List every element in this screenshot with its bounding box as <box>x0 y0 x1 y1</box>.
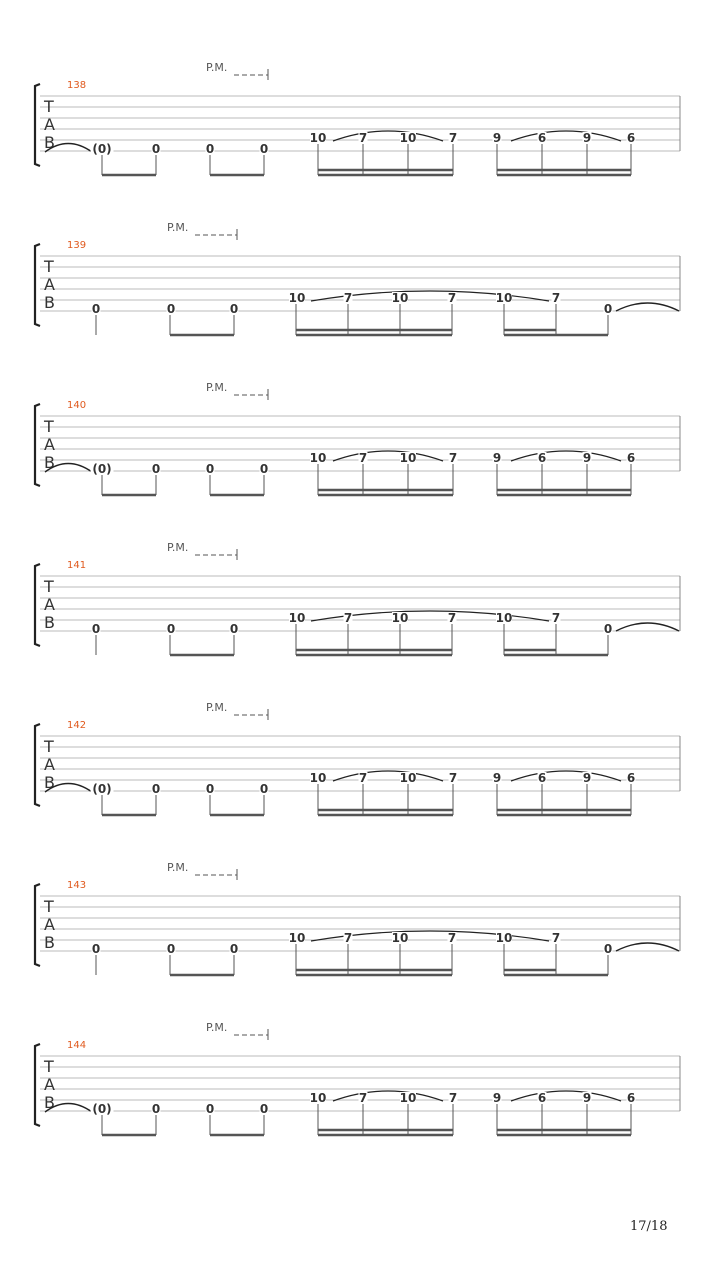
fret-number: 0 <box>205 782 215 796</box>
fret-number: 0 <box>91 622 101 636</box>
fret-number: 0 <box>603 302 613 316</box>
fret-number: 10 <box>391 931 409 945</box>
fret-number: 0 <box>229 622 239 636</box>
measure-number: 142 <box>67 720 87 731</box>
fret-number: 0 <box>166 942 176 956</box>
fret-number: 0 <box>166 302 176 316</box>
tab-clef-letter: T <box>44 1057 54 1076</box>
tab-clef-letter: B <box>44 933 55 952</box>
fret-number: 10 <box>399 1091 417 1105</box>
fret-number: 7 <box>358 771 368 785</box>
fret-number: 7 <box>343 291 353 305</box>
tie-arc <box>616 303 679 311</box>
fret-number: 10 <box>399 771 417 785</box>
tab-clef-letter: T <box>44 417 54 436</box>
fret-number: 7 <box>448 451 458 465</box>
tab-clef-letter: T <box>44 97 54 116</box>
fret-number: 0 <box>259 1102 269 1116</box>
measure-number: 139 <box>67 240 87 251</box>
fret-number: 9 <box>492 131 502 145</box>
fret-number: 10 <box>309 131 327 145</box>
fret-number: 7 <box>447 931 457 945</box>
fret-number: 9 <box>492 451 502 465</box>
measure-number: 143 <box>67 880 87 891</box>
system-bracket <box>35 1044 40 1126</box>
tab-staff-svg <box>0 535 720 695</box>
fret-number: 10 <box>288 291 306 305</box>
fret-number: 0 <box>166 622 176 636</box>
fret-number: 9 <box>492 771 502 785</box>
system-bracket <box>35 404 40 486</box>
measure-number: 138 <box>67 80 87 91</box>
fret-number: 0 <box>151 782 161 796</box>
fret-number: 0 <box>259 462 269 476</box>
fret-number: 0 <box>91 942 101 956</box>
system-bracket <box>35 244 40 326</box>
tab-clef-letter: T <box>44 897 54 916</box>
fret-number: 9 <box>582 771 592 785</box>
fret-number: 10 <box>495 931 513 945</box>
fret-number: 10 <box>495 291 513 305</box>
tab-clef-letter: B <box>44 133 55 152</box>
tab-staff-svg <box>0 1015 720 1175</box>
tab-staff-svg <box>0 695 720 855</box>
fret-number: 0 <box>603 942 613 956</box>
fret-number: 7 <box>343 931 353 945</box>
fret-number: 10 <box>288 931 306 945</box>
fret-number: 7 <box>358 131 368 145</box>
tab-system <box>0 375 720 535</box>
fret-number: 0 <box>205 1102 215 1116</box>
fret-number: 0 <box>205 142 215 156</box>
palm-mute-marking: P.M. <box>167 861 189 874</box>
palm-mute-marking: P.M. <box>167 221 189 234</box>
tab-staff-svg <box>0 375 720 535</box>
fret-number: 0 <box>151 142 161 156</box>
tab-clef-letter: A <box>44 275 55 294</box>
fret-number: 0 <box>259 142 269 156</box>
palm-mute-marking: P.M. <box>206 381 228 394</box>
fret-number: 6 <box>626 451 636 465</box>
fret-number: 7 <box>551 291 561 305</box>
tab-clef-letter: A <box>44 435 55 454</box>
fret-number: 6 <box>626 131 636 145</box>
tab-clef-letter: T <box>44 577 54 596</box>
tab-clef-letter: A <box>44 595 55 614</box>
system-bracket <box>35 564 40 646</box>
fret-number: 0 <box>229 302 239 316</box>
fret-number: 7 <box>551 611 561 625</box>
palm-mute-marking: P.M. <box>206 1021 228 1034</box>
tab-system <box>0 695 720 855</box>
tab-system <box>0 855 720 1015</box>
palm-mute-marking: P.M. <box>206 61 228 74</box>
tab-clef-letter: T <box>44 257 54 276</box>
fret-number: 7 <box>551 931 561 945</box>
tab-system <box>0 535 720 695</box>
tab-clef-letter: B <box>44 773 55 792</box>
fret-number: 9 <box>582 131 592 145</box>
tab-clef-letter: B <box>44 613 55 632</box>
tab-clef-letter: T <box>44 737 54 756</box>
fret-number: 6 <box>626 1091 636 1105</box>
fret-number: 7 <box>343 611 353 625</box>
fret-number: 0 <box>151 462 161 476</box>
fret-number: 7 <box>447 611 457 625</box>
system-bracket <box>35 84 40 166</box>
tie-arc <box>616 943 679 951</box>
fret-number: 10 <box>495 611 513 625</box>
measure-number: 140 <box>67 400 87 411</box>
fret-number: (0) <box>92 1102 112 1116</box>
fret-number: 10 <box>288 611 306 625</box>
tab-clef-letter: B <box>44 293 55 312</box>
system-bracket <box>35 884 40 966</box>
fret-number: 0 <box>151 1102 161 1116</box>
tab-staff-svg <box>0 55 720 215</box>
fret-number: 7 <box>358 1091 368 1105</box>
measure-number: 144 <box>67 1040 87 1051</box>
fret-number: 6 <box>626 771 636 785</box>
tab-clef-letter: B <box>44 1093 55 1112</box>
fret-number: 9 <box>582 451 592 465</box>
tab-clef-letter: A <box>44 1075 55 1094</box>
system-bracket <box>35 724 40 806</box>
fret-number: 10 <box>399 451 417 465</box>
fret-number: (0) <box>92 462 112 476</box>
tie-arc <box>616 623 679 631</box>
fret-number: 6 <box>537 451 547 465</box>
tab-system <box>0 1015 720 1175</box>
palm-mute-marking: P.M. <box>167 541 189 554</box>
tab-system <box>0 215 720 375</box>
fret-number: 0 <box>205 462 215 476</box>
tab-system <box>0 55 720 215</box>
fret-number: 7 <box>448 131 458 145</box>
fret-number: (0) <box>92 782 112 796</box>
fret-number: 9 <box>582 1091 592 1105</box>
fret-number: 0 <box>259 782 269 796</box>
fret-number: 6 <box>537 131 547 145</box>
fret-number: 7 <box>447 291 457 305</box>
fret-number: 10 <box>391 291 409 305</box>
fret-number: 10 <box>309 451 327 465</box>
tab-clef-letter: A <box>44 115 55 134</box>
measure-number: 141 <box>67 560 87 571</box>
fret-number: 10 <box>391 611 409 625</box>
fret-number: 7 <box>448 1091 458 1105</box>
fret-number: 7 <box>358 451 368 465</box>
tab-staff-svg <box>0 215 720 375</box>
fret-number: 9 <box>492 1091 502 1105</box>
fret-number: 0 <box>229 942 239 956</box>
fret-number: 7 <box>448 771 458 785</box>
tab-clef-letter: B <box>44 453 55 472</box>
fret-number: 10 <box>399 131 417 145</box>
fret-number: 0 <box>603 622 613 636</box>
page-number: 17/18 <box>630 1219 668 1234</box>
tab-clef-letter: A <box>44 755 55 774</box>
fret-number: (0) <box>92 142 112 156</box>
tab-clef-letter: A <box>44 915 55 934</box>
fret-number: 10 <box>309 771 327 785</box>
palm-mute-marking: P.M. <box>206 701 228 714</box>
fret-number: 10 <box>309 1091 327 1105</box>
fret-number: 6 <box>537 1091 547 1105</box>
fret-number: 0 <box>91 302 101 316</box>
fret-number: 6 <box>537 771 547 785</box>
tab-staff-svg <box>0 855 720 1015</box>
